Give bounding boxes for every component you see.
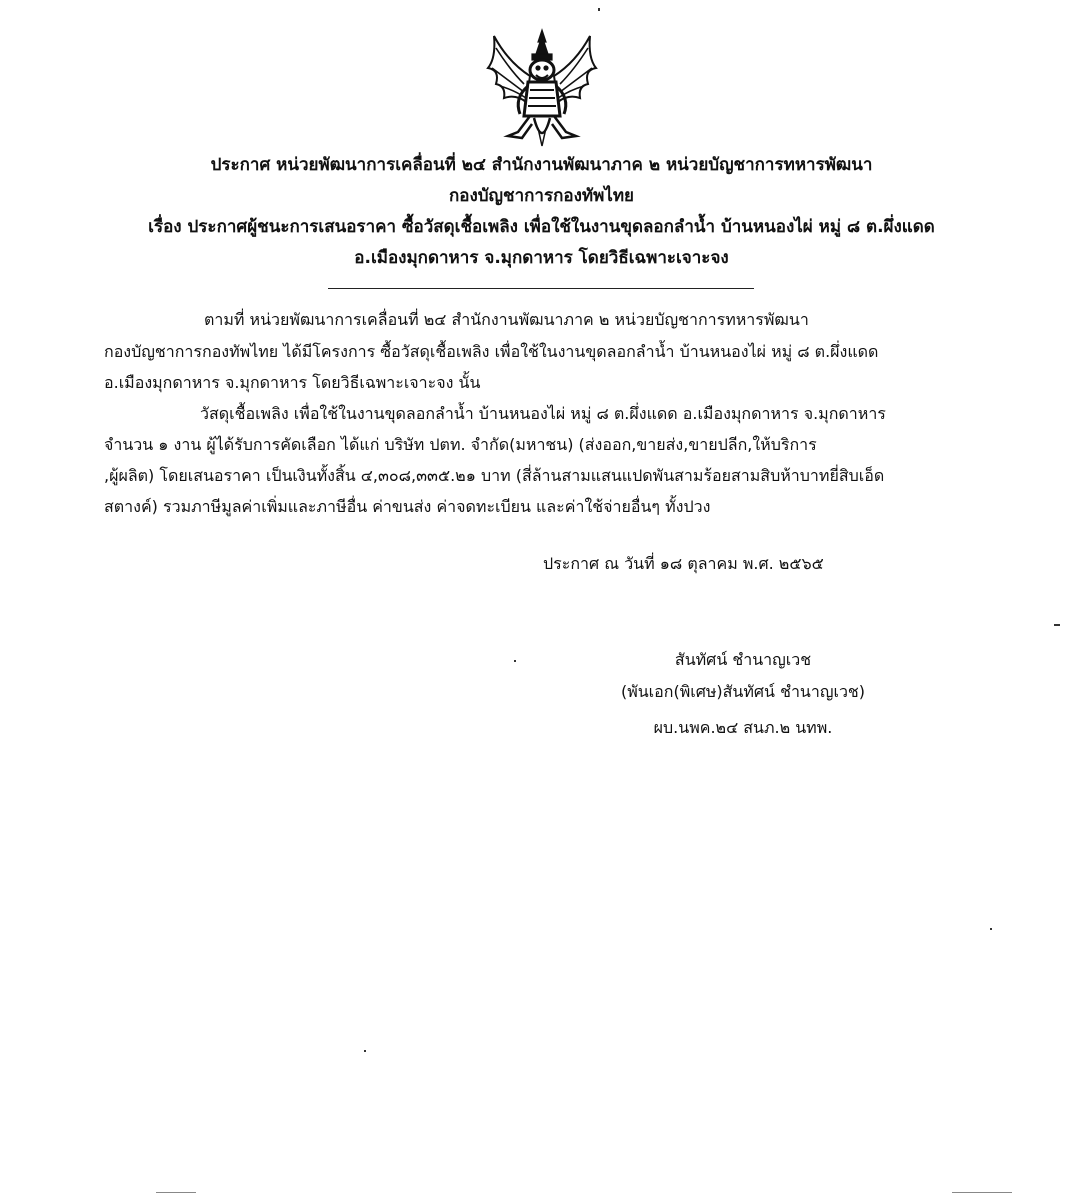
scan-speck: [598, 8, 600, 11]
paragraph-2-line-4: สตางค์) รวมภาษีมูลค่าเพิ่มและภาษีอื่น ค่าขนส่ง ค่าจดทะเบียน และค่าใช้จ่ายอื่นๆ ทั้งปวง: [104, 497, 711, 516]
paragraph-2-line-2: จำนวน ๑ งาน ผู้ได้รับการคัดเลือก ได้แก่ บริษัท ปตท. จำกัด(มหาชน) (ส่งออก,ขายส่ง,ขายปลีก,ให้บริการ: [104, 435, 817, 454]
paragraph-1-line-1: ตามที่ หน่วยพัฒนาการเคลื่อนที่ ๒๔ สำนักงานพัฒนาภาค ๒ หน่วยบัญชาการทหารพัฒนา: [204, 310, 809, 329]
announcement-subject-line-2: อ.เมืองมุกดาหาร จ.มุกดาหาร โดยวิธีเฉพาะเจาะจง: [354, 248, 729, 268]
paragraph-1-line-2: กองบัญชาการกองทัพไทย ได้มีโครงการ ซื้อวัสดุเชื้อเพลิง เพื่อใช้ในงานขุดลอกลำน้ำ บ้านหนองไผ่ หมู่ ๘ ต.ผึ่งแดด: [104, 342, 879, 361]
paragraph-1-line-3: อ.เมืองมุกดาหาร จ.มุกดาหาร โดยวิธีเฉพาะเจาะจง นั้น: [104, 373, 481, 392]
scan-edge-mark: [156, 1192, 196, 1193]
scan-edge-mark: [952, 1192, 1012, 1193]
signature-position: ผบ.นพค.๒๔ สนภ.๒ นทพ.: [653, 718, 833, 737]
announcement-subject-line-1: เรื่อง ประกาศผู้ชนะการเสนอราคา ซื้อวัสดุเชื้อเพลิง เพื่อใช้ในงานขุดลอกลำน้ำ บ้านหนองไผ่ หมู่ ๘ ต.ผึ่งแดด: [148, 217, 935, 237]
garuda-emblem-icon: [474, 28, 610, 150]
announcement-date: ประกาศ ณ วันที่ ๑๘ ตุลาคม พ.ศ. ๒๕๖๕: [543, 554, 824, 573]
announcement-title-line-1: ประกาศ หน่วยพัฒนาการเคลื่อนที่ ๒๔ สำนักงานพัฒนาภาค ๒ หน่วยบัญชาการทหารพัฒนา: [210, 155, 873, 175]
scan-speck: [364, 1050, 366, 1052]
paragraph-2-line-1: วัสดุเชื้อเพลิง เพื่อใช้ในงานขุดลอกลำน้ำ บ้านหนองไผ่ หมู่ ๘ ต.ผึ่งแดด อ.เมืองมุกดาหาร จ.มุกดาหาร: [200, 404, 886, 423]
title-divider: [328, 288, 754, 289]
announcement-title-line-2: กองบัญชาการกองทัพไทย: [448, 186, 635, 206]
paragraph-2-line-3: ,ผู้ผลิต) โดยเสนอราคา เป็นเงินทั้งสิ้น ๔,๓๐๘,๓๓๕.๒๑ บาท (สี่ล้านสามแสนแปดพันสามร้อยสามสิบห้าบาทยี่สิบเอ็ด: [104, 466, 885, 485]
scan-speck: [1054, 624, 1060, 626]
signature-rank-name: (พันเอก(พิเศษ)สันทัศน์ ชำนาญเวช): [620, 682, 866, 701]
signature-name: สันทัศน์ ชำนาญเวช: [674, 650, 812, 669]
scan-speck: [990, 928, 992, 930]
scan-speck: [514, 660, 516, 662]
